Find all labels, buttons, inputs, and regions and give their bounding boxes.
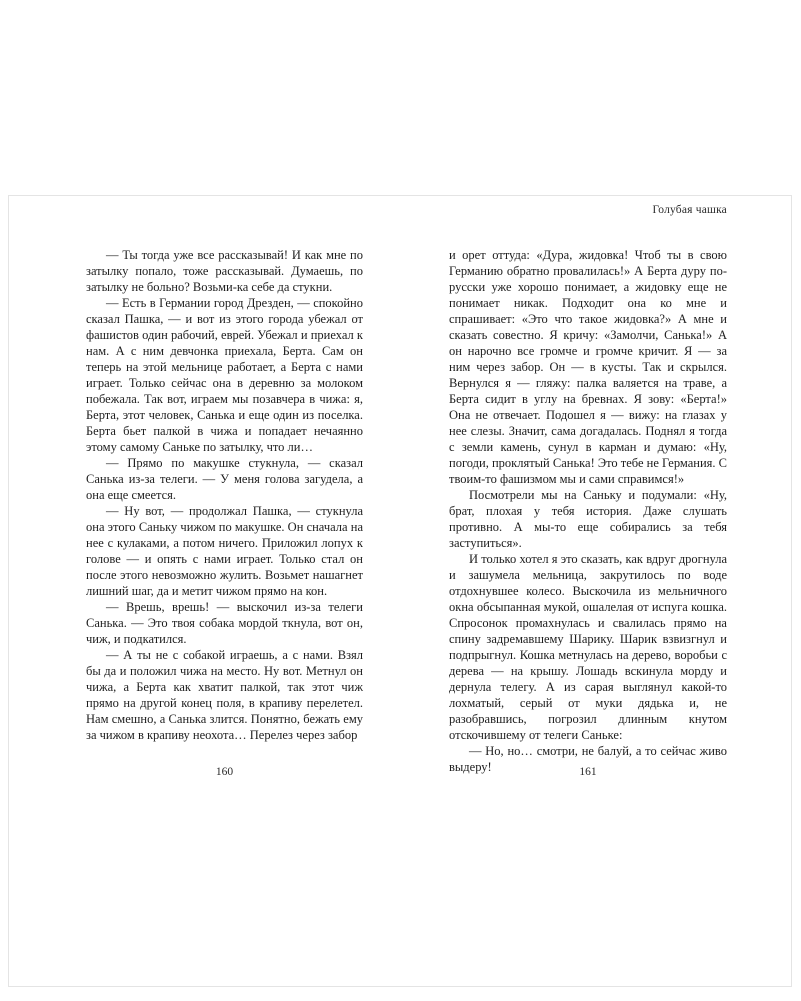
book-spread (8, 195, 792, 987)
paragraph: — Но, но… смотри, не балуй, а то сейчас живо выдеру! (449, 744, 727, 774)
running-header: Голубая чашка (652, 204, 727, 216)
paragraph: — Ты тогда уже все рассказывай! И как мне по затылку попало, тоже рассказывай. Думаешь, по затылку не больно? Возьми-ка себе да стукни. (86, 248, 363, 294)
paragraph: — А ты не с собакой играешь, а с нами. Взял бы да и положил чижа на место. Ну вот. Метнул он чижа, а Берта как хватит палкой, так этот чиж прямо на другой конец поля, в крапиву перелетел. Нам смешно, а Санька злится. Понятно, бежать ему за чижом в крапиву неохота… Перелез через забор (86, 648, 363, 742)
paragraph: — Ну вот, — продолжал Пашка, — стукнула она этого Саньку чижом по макушке. Он сначала на нее с кулаками, а потом ничего. Приложил лопух к голове — и опять с нами играет. Только стал он после этого невозможно жулить. Возьмет нашагнет лишний шаг, да и метит чижом прямо на кон. (86, 504, 363, 598)
paragraph: — Есть в Германии город Дрезден, — спокойно сказал Пашка, — и вот из этого города убежал от фашистов один рабочий, еврей. Убежал и приехал к нам. А с ним девчонка приехала, Берта. Сам он теперь на этой мельнице работает, а Берта с нами играет. Только сейчас она в деревню за молоком побежала. Так вот, играем мы позавчера в чижа: я, Берта, этот человек, Санька и еще один из поселка. Берта бьет палкой в чижа и попадает нечаянно этому самому Саньке по затылку, что ли… (86, 296, 363, 454)
paragraph: и орет оттуда: «Дура, жидовка! Чтоб ты в свою Германию обратно провалилась!» А Берта дуру по-русски уже хорошо понимает, а жидовку еще не понимает никак. Подходит она ко мне и спрашивает: «Это что такое жидовка?» А мне и сказать совестно. Я кричу: «Замолчи, Санька!» А он нарочно все громче и громче кричит. Я — за ним через забор. Он — в кусты. Так и скрылся. Вернулся я — гляжу: палка валяется на траве, а Берта сидит в углу на бревнах. Я зову: «Берта!» Она не отвечает. Подошел я — вижу: на глазах у нее слезы. Значит, сама догадалась. Поднял я тогда с земли камень, сунул в карман и думаю: «Ну, погоди, проклятый Санька! Это тебе не Германия. С твоим-то фашизмом мы и сами справимся!» (449, 248, 728, 486)
page-number-left: 160 (215, 766, 234, 778)
paragraph: Посмотрели мы на Саньку и подумали: «Ну, брат, плохая у тебя история. Даже слушать противно. А мы-то еще собирались за тебя заступиться». (449, 488, 727, 550)
paragraph: И только хотел я это сказать, как вдруг дрогнула и зашумела мельница, закрутилось по воде отдохнувшее колесо. Выскочила из мельничного окна обсыпанная мукой, ошалелая от испуга кошка. Спросонок промахнулась и свалилась прямо на спину задремавшему Шарику. Шарик взвизгнул и подпрыгнул. Кошка метнулась на дерево, воробьи с дерева — на крышу. Лошадь вскинула морду и дернула телегу. А из сарая выглянул какой-то лохматый, серый от муки дядька и, не разобравшись, погрозил длинным кнутом отскочившему от телеги Саньке: (449, 552, 727, 742)
left-page-text (86, 247, 363, 743)
page-number-right: 161 (579, 766, 597, 778)
paragraph: — Прямо по макушке стукнула, — сказал Санька из-за телеги. — У меня голова загудела, а она еще смеется. (86, 456, 363, 502)
right-page-text (449, 247, 727, 775)
paragraph: — Врешь, врешь! — выскочил из-за телеги Санька. — Это твоя собака мордой ткнула, вот он, чиж, и подкатился. (86, 600, 363, 646)
